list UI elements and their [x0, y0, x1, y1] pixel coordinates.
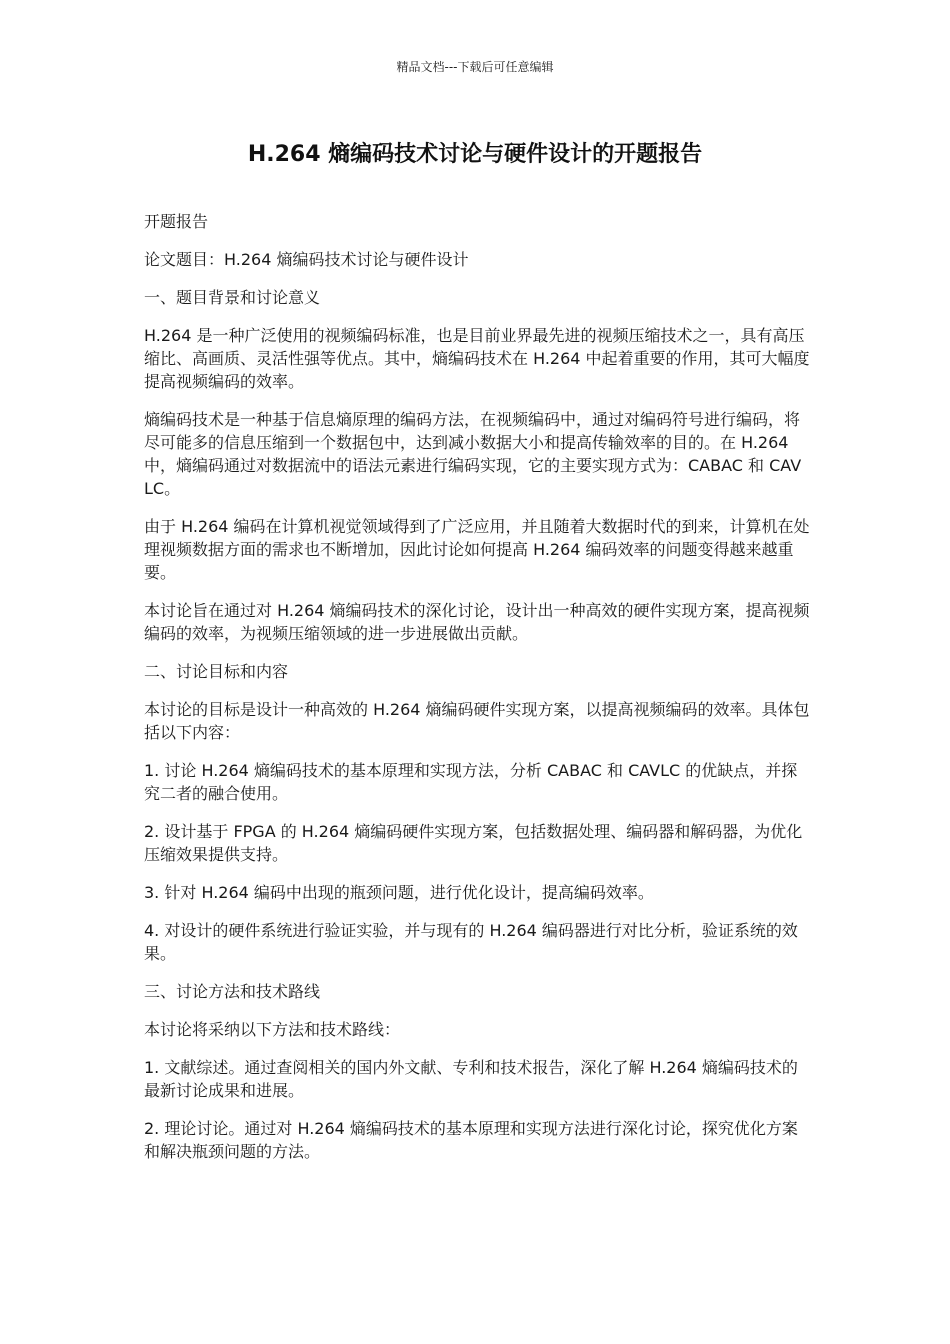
paragraph: 由于 H.264 编码在计算机视觉领域得到了广泛应用，并且随着大数据时代的到来，计算机在处理视频数据方面的需求也不断增加，因此讨论如何提高 H.264 编码效率的问题变得越来越重要。 [144, 517, 810, 582]
paragraph: H.264 是一种广泛使用的视频编码标准，也是目前业界最先进的视频压缩技术之一，具有高压缩比、高画质、灵活性强等优点。其中，熵编码技术在 H.264 中起着重要的作用，其可大幅度提高视频编码的效率。 [144, 326, 810, 391]
paragraph: 本讨论的目标是设计一种高效的 H.264 熵编码硬件实现方案，以提高视频编码的效率。具体包括以下内容： [144, 700, 810, 742]
header-note: 精品文档---下载后可任意编辑 [396, 60, 554, 74]
paragraph: 本讨论旨在通过对 H.264 熵编码技术的深化讨论，设计出一种高效的硬件实现方案，提高视频编码的效率，为视频压缩领域的进一步进展做出贡献。 [144, 601, 810, 643]
section-heading-2: 二、讨论目标和内容 [144, 662, 289, 681]
list-item: 2. 理论讨论。通过对 H.264 熵编码技术的基本原理和实现方法进行深化讨论，探究优化方案和解决瓶颈问题的方法。 [144, 1119, 798, 1161]
list-item: 3. 针对 H.264 编码中出现的瓶颈问题，进行优化设计，提高编码效率。 [144, 883, 654, 902]
document-body [144, 210, 810, 1178]
section-label: 开题报告 [144, 212, 209, 231]
list-item: 2. 设计基于 FPGA 的 H.264 熵编码硬件实现方案，包括数据处理、编码器和解码器，为优化压缩效果提供支持。 [144, 822, 803, 864]
section-heading-3: 三、讨论方法和技术路线 [144, 982, 321, 1001]
paragraph: 熵编码技术是一种基于信息熵原理的编码方法，在视频编码中，通过对编码符号进行编码，将尽可能多的信息压缩到一个数据包中，达到减小数据大小和提高传输效率的目的。在 H.264 中，熵编码通过对数据流中的语法元素进行编码实现，它的主要实现方式为：CABAC 和 CAVLC。 [144, 410, 802, 498]
document-title: H.264 熵编码技术讨论与硬件设计的开题报告 [247, 142, 703, 167]
thesis-topic: 论文题目：H.264 熵编码技术讨论与硬件设计 [144, 250, 469, 269]
paragraph: 本讨论将采纳以下方法和技术路线： [144, 1020, 401, 1039]
list-item: 1. 文献综述。通过查阅相关的国内外文献、专利和技术报告，深化了解 H.264 熵编码技术的最新讨论成果和进展。 [144, 1058, 798, 1100]
section-heading-1: 一、题目背景和讨论意义 [144, 288, 321, 307]
list-item: 1. 讨论 H.264 熵编码技术的基本原理和实现方法，分析 CABAC 和 CAVLC 的优缺点，并探究二者的融合使用。 [144, 761, 798, 803]
list-item: 4. 对设计的硬件系统进行验证实验，并与现有的 H.264 编码器进行对比分析，验证系统的效果。 [144, 921, 798, 963]
